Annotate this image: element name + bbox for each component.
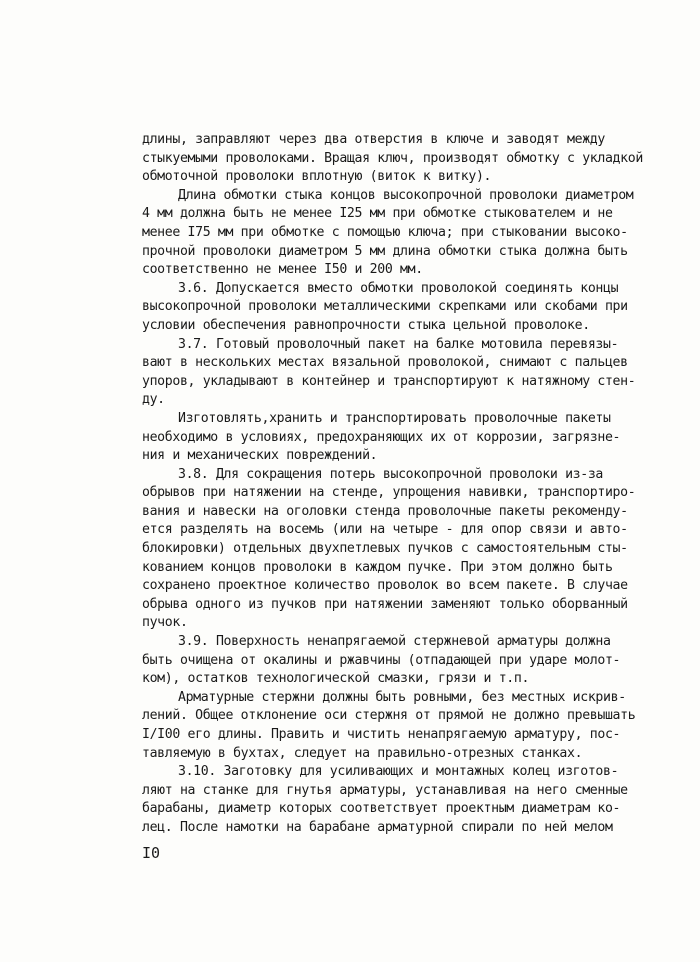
section-3-8-heading-line: 3.8. Для сокращения потерь высокопрочной проволоки из-за — [178, 466, 604, 482]
text-line: обрыва одного из пучков при натяжении заменяют только оборванный — [142, 596, 628, 612]
text-line: ком), остатков технологической смазки, грязи и т.п. — [142, 671, 530, 687]
text-line: длины, заправляют через два отверстия в ключе и заводят между — [142, 132, 605, 147]
section-3-10-heading-line: 3.10. Заготовку для усиливающих и монтажных колец изготов- — [178, 764, 619, 780]
text-line: обмоточной проволоки вплотную (виток к витку). — [142, 169, 492, 185]
page-number: I0 — [142, 844, 161, 862]
paragraph-start-line: Изготовлять,хранить и транспортировать проволочные пакеты — [178, 410, 611, 426]
text-line: I/I00 его длины. Править и чистить ненапрягаемую арматуру, пос- — [142, 727, 621, 742]
text-line: обрывов при натяжении на стенде, упрощения навивки, транспортиро- — [142, 485, 636, 501]
text-line: ния и механических повреждений. — [142, 448, 378, 464]
text-line: ляют на станке для гнутья арматуры, устанавливая на него сменные — [142, 782, 628, 798]
paragraph-start-line: Длина обмотки стыка концов высокопрочной проволоки диаметром — [178, 187, 634, 203]
paragraph-start-line: Арматурные стержни должны быть ровными, без местных искрив- — [178, 689, 626, 705]
text-line: прочной проволоки диаметром 5 мм длина обмотки стыка должна быть — [142, 243, 628, 259]
text-line: тавляемую в бухтах, следует на правильно-отрезных станках. — [142, 745, 583, 761]
text-line: блокировки) отдельных двухпетлевых пучков с самостоятельным сты- — [142, 541, 628, 557]
text-line: ду. — [142, 392, 165, 408]
text-line: высокопрочной проволоки металлическими скрепками или скобами при — [142, 299, 628, 315]
text-line: необходимо в условиях, предохраняющих их от коррозии, загрязне- — [142, 429, 621, 445]
section-3-9-heading-line: 3.9. Поверхность ненапрягаемой стержневой арматуры должна — [178, 634, 611, 650]
text-line: 4 мм должна быть не менее I25 мм при обмотке стыкователем и не — [142, 206, 613, 222]
text-line: барабаны, диаметр которых соответствует проектным диаметрам ко- — [142, 801, 621, 817]
text-line: вают в нескольких местах вязальной проволокой, снимают с пальцев — [142, 355, 628, 371]
section-3-7-heading-line: 3.7. Готовый проволочный пакет на балке мотовила перевязы- — [178, 336, 619, 352]
body-text — [142, 131, 643, 838]
text-line: лений. Общее отклонение оси стержня от прямой не должно превышать — [142, 708, 636, 724]
text-line: пучок. — [142, 615, 188, 631]
text-line: упоров, укладывают в контейнер и транспортируют к натяжному стен- — [142, 373, 636, 389]
section-3-6-heading-line: 3.6. Допускается вместо обмотки проволокой соединять концы — [178, 280, 619, 296]
text-line: стыкуемыми проволоками. Вращая ключ, производят обмотку с укладкой — [142, 150, 643, 166]
text-line: кованием концов проволоки в каждом пучке. При этом должно быть — [142, 559, 613, 575]
text-line: менее I75 мм при обмотке с помощью ключа; при стыковании высоко- — [142, 224, 628, 240]
text-line: ется разделять на восемь (или на четыре - для опор связи и авто- — [142, 522, 628, 538]
text-line: быть очищена от окалины и ржавчины (отпадающей при ударе молот- — [142, 652, 621, 668]
text-line: лец. После намотки на барабане арматурной спирали по ней мелом — [142, 819, 613, 835]
text-line: сохранено проектное количество проволок во всем пакете. В случае — [142, 578, 628, 594]
text-line: вания и навески на оголовки стенда проволочные пакеты рекоменду- — [142, 503, 628, 519]
text-line: соответственно не менее I50 и 200 мм. — [142, 262, 423, 278]
text-line: условии обеспечения равнопрочности стыка цельной проволоке. — [142, 317, 590, 333]
